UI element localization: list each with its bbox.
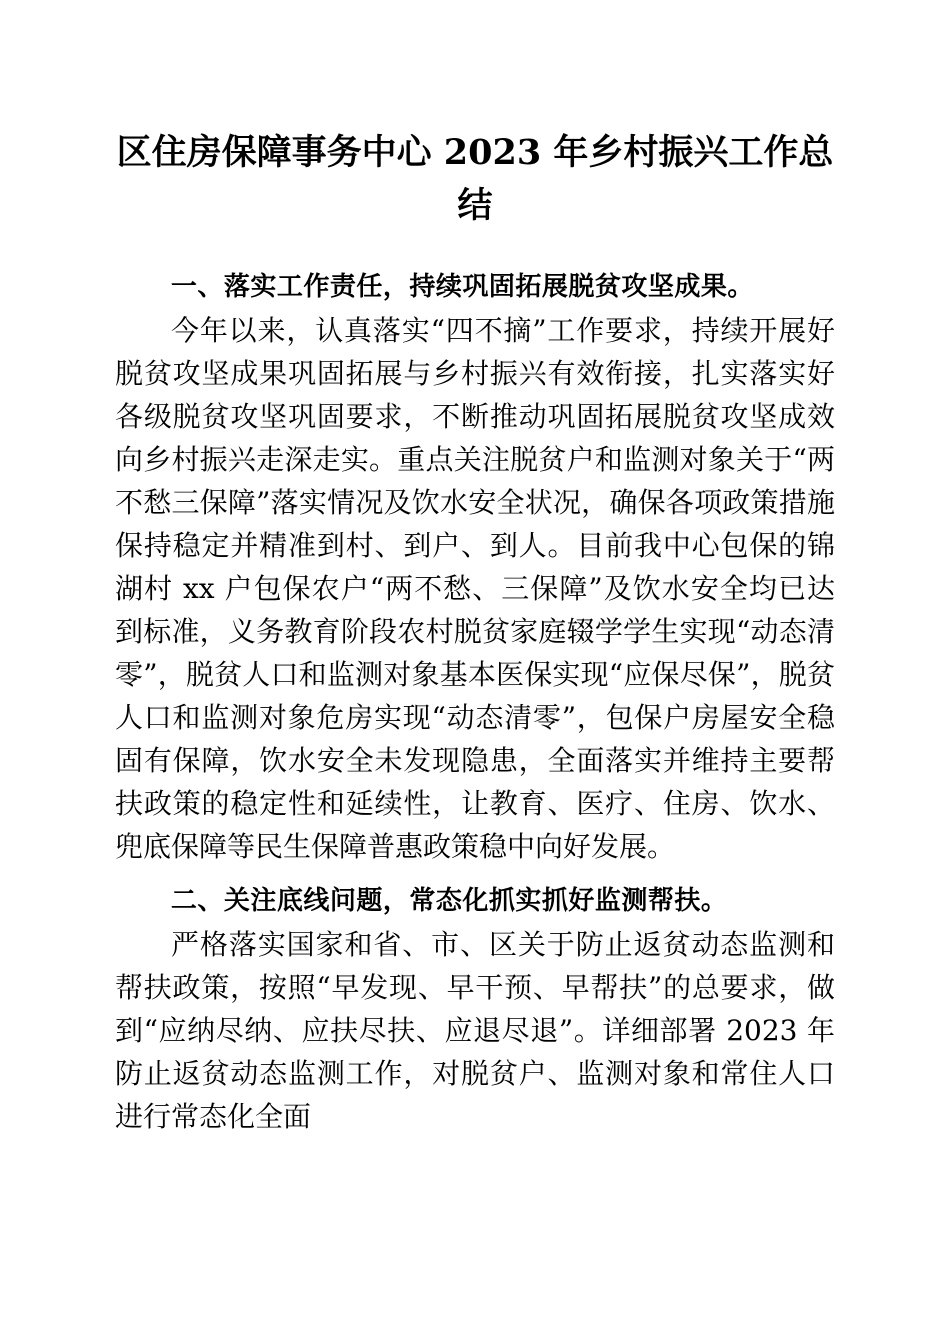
section-1-paragraph: 今年以来，认真落实“四不摘”工作要求，持续开展好脱贫攻坚成果巩固拓展与乡村振兴有效衔接，扎实落实好各级脱贫攻坚巩固要求，不断推动巩固拓展脱贫攻坚成效向乡村振兴走深走实。重点关注脱贫户和监测对象关于“两不愁三保障”落实情况及饮水安全状况，确保各项政策措施保持稳定并精准到村、到户、到人。目前我中心包保的锦湖村 xx 户包保农户“两不愁、三保障”及饮水安全均已达到标准，义务教育阶段农村脱贫家庭辍学学生实现“动态清零”，脱贫人口和监测对象基本医保实现“应保尽保”，脱贫人口和监测对象危房实现“动态清零”，包保户房屋安全稳固有保障，饮水安全未发现隐患，全面落实并维持主要帮扶政策的稳定性和延续性，让教育、医疗、住房、饮水、兜底保障等民生保障普惠政策稳中向好发展。 <box>115 314 835 863</box>
section-1 <box>115 266 835 868</box>
section-2-heading: 二、关注底线问题，常态化抓实抓好监测帮扶。 <box>170 886 728 916</box>
section-2-paragraph: 严格落实国家和省、市、区关于防止返贫动态监测和帮扶政策，按照“早发现、早干预、早帮扶”的总要求，做到“应纳尽纳、应扶尽扶、应退尽退”。详细部署 2023 年防止返贫动态监测工作，对脱贫户、监测对象和常住人口进行常态化全面 <box>115 928 835 1133</box>
document-title: 区住房保障事务中心 2023 年乡村振兴工作总结 <box>116 132 834 226</box>
section-2 <box>115 880 835 1138</box>
section-1-heading: 一、落实工作责任，持续巩固拓展脱贫攻坚成果。 <box>170 272 754 302</box>
